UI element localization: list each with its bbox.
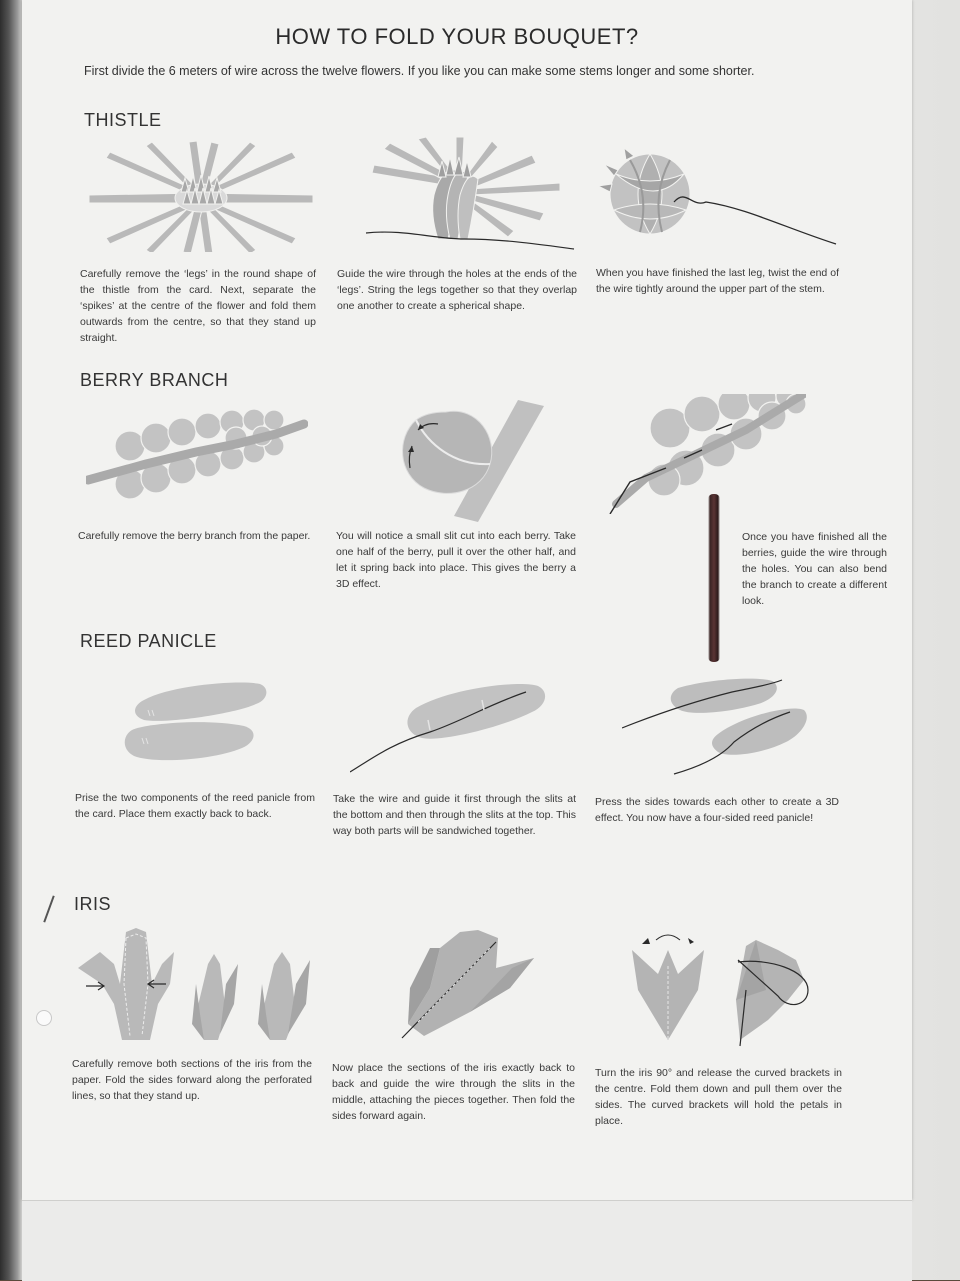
thistle-step-2-text: Guide the wire through the holes at the ends of the ‘legs’. String the legs together so that they overlap one another to create a spherical shape. xyxy=(337,268,577,312)
bottom-flap xyxy=(22,1200,912,1281)
iris-step-2-text: Now place the sections of the iris exactly back to back and guide the wire through the slits in the middle, attaching the pieces together. Then fold the sides forward again. xyxy=(332,1062,575,1122)
thistle-step-3-text: When you have finished the last leg, twist the end of the wire tightly around the upper part of the stem. xyxy=(596,267,839,295)
berry-step-1-text: Carefully remove the berry branch from the paper. xyxy=(78,530,311,542)
thistle-finished-illustration xyxy=(596,148,840,250)
berry-branch-flat-illustration xyxy=(86,408,308,506)
reed-panicle-wire-illustration xyxy=(350,680,550,780)
reed-panicle-finished-illustration xyxy=(622,676,812,776)
punch-hole xyxy=(36,1010,52,1026)
iris-finished-illustration xyxy=(628,930,818,1056)
section-heading-thistle: THISTLE xyxy=(84,110,162,130)
iris-step-1-text: Carefully remove both sections of the iris from the paper. Fold the sides forward along the perforated lines, so that they stand up. xyxy=(72,1058,312,1102)
berry-branch-wired-illustration xyxy=(606,394,806,514)
reed-step-1-text: Prise the two components of the reed panicle from the card. Place them exactly back to back. xyxy=(75,792,315,820)
thistle-flat-illustration xyxy=(86,140,316,252)
intro-text: First divide the 6 meters of wire across the twelve flowers. If you like you can make some stems longer and some shorter. xyxy=(84,64,755,78)
binder-edge xyxy=(0,0,22,1280)
iris-assembled-illustration xyxy=(400,928,536,1044)
thistle-stringing-illustration xyxy=(364,135,576,255)
reed-step-3-text: Press the sides towards each other to create a 3D effect. You now have a four-sided reed panicle! xyxy=(595,796,839,824)
wire-stem-photo xyxy=(708,494,720,662)
berry-step-3-text: Once you have finished all the berries, guide the wire through the holes. You can also bend the branch to create a different look. xyxy=(742,531,887,607)
iris-step-3-text: Turn the iris 90° and release the curved brackets in the centre. Fold them down and pull them over the sides. The curved brackets will hold the petals in place. xyxy=(595,1067,842,1127)
reed-step-2-text: Take the wire and guide it first through the slits at the bottom and then through the slits at the top. This way both parts will be sandwiched together. xyxy=(333,793,576,837)
section-heading-berry-branch: BERRY BRANCH xyxy=(80,370,229,390)
iris-flat-illustration xyxy=(78,924,328,1048)
section-heading-iris: IRIS xyxy=(74,894,112,914)
section-heading-reed-panicle: REED PANICLE xyxy=(80,631,217,651)
reed-panicle-flat-illustration xyxy=(124,680,268,764)
thistle-step-1-text: Carefully remove the ‘legs’ in the round shape of the thistle from the card. Next, separate the ‘spikes’ at the centre of the flower and fold them outwards from the centre, so that they stand up straight. xyxy=(80,268,316,344)
berry-fold-illustration xyxy=(398,398,544,522)
page-title: HOW TO FOLD YOUR BOUQUET? xyxy=(275,24,639,49)
berry-step-2-text: You will notice a small slit cut into each berry. Take one half of the berry, pull it over the other half, and let it spring back into place. This gives the berry a 3D effect. xyxy=(336,530,576,590)
